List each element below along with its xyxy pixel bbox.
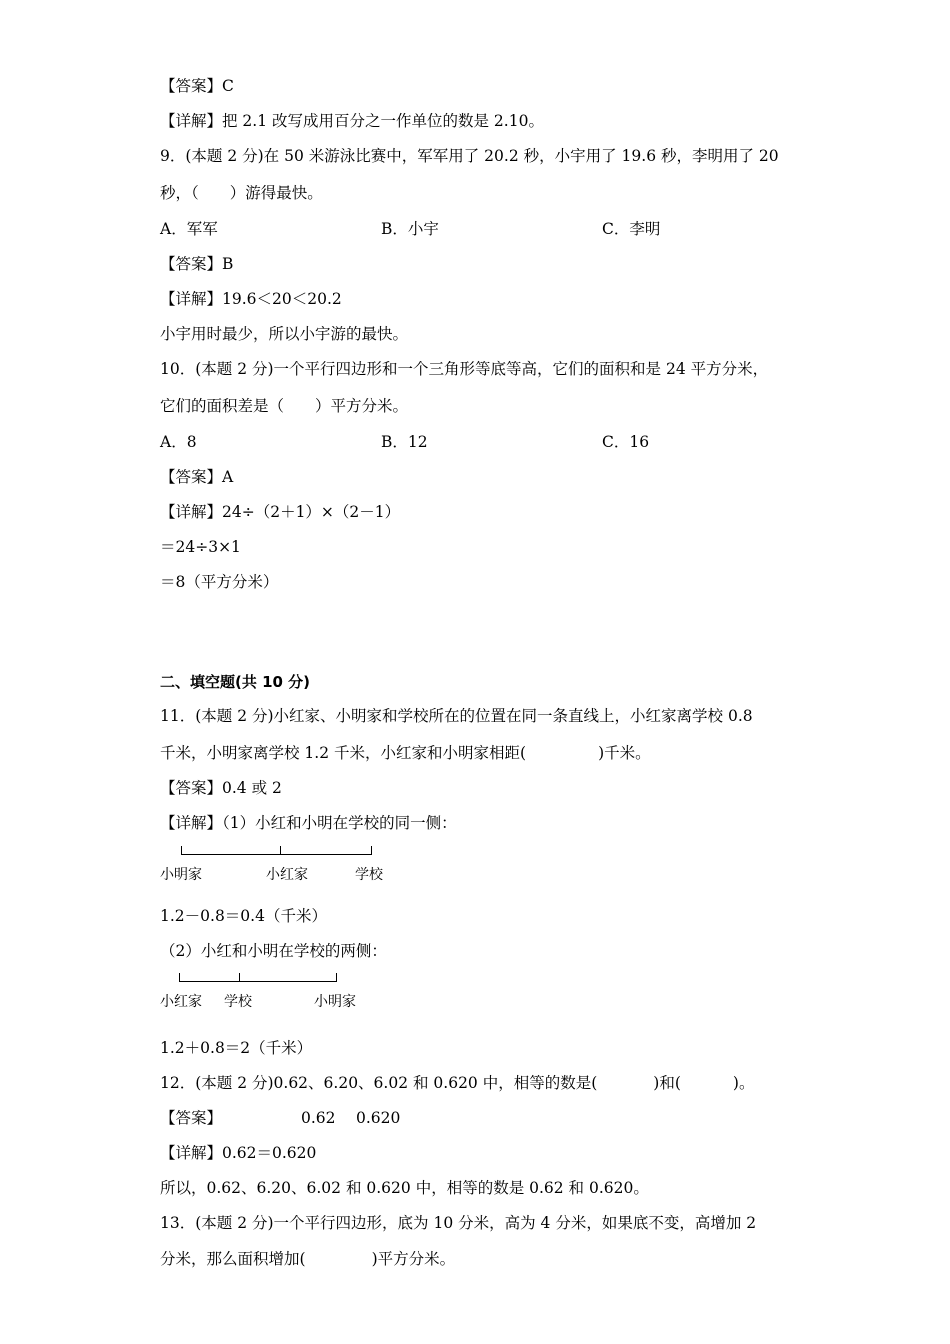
diagram1-label-xiaohong-home: 小红家 (266, 867, 308, 883)
q11-stem-line2-end: )千米。 (598, 744, 651, 762)
number-line-diagram-same-side (160, 842, 400, 886)
diagram1-label-xiaoming-home: 小明家 (160, 867, 202, 883)
q11-calc1: 1.2－0.8＝0.4（千米） (160, 907, 327, 925)
q9-detail-line2: 小宇用时最少，所以小宇游的最快。 (160, 325, 409, 343)
diagram1-tick-3 (371, 846, 372, 854)
q13-stem-line1: 13．(本题 2 分)一个平行四边形，底为 10 分米，高为 4 分米，如果底不变，高增加 2 (160, 1214, 757, 1232)
q12-answer-2: 0.620 (356, 1109, 401, 1127)
q12-stem-mid: )和( (653, 1074, 681, 1092)
q11-detail-line2: （2）小红和小明在学校的两侧： (160, 942, 387, 960)
diagram2-label-xiaoming-home: 小明家 (314, 994, 356, 1010)
diagram1-label-school: 学校 (355, 867, 383, 883)
q9-option-a: A．军军 (160, 220, 218, 238)
q10-detail-line2: ＝24÷3×1 (160, 538, 241, 556)
q10-stem-line1: 10．(本题 2 分)一个平行四边形和一个三角形等底等高，它们的面积和是 24 平方分米， (160, 360, 769, 378)
q9-option-b: B．小宇 (381, 220, 439, 238)
q11-stem-line2 (160, 743, 651, 763)
q9-stem-line2: 秒，（ ）游得最快。 (160, 184, 323, 202)
q12-detail-line1: 【详解】0.62＝0.620 (160, 1144, 317, 1162)
q10-option-b: B．12 (381, 433, 428, 451)
diagram1-tick-2 (280, 846, 281, 854)
diagram2-tick-2 (239, 973, 240, 981)
q8-answer: 【答案】C (160, 77, 234, 95)
q12-detail-line2: 所以，0.62、6.20、6.02 和 0.620 中，相等的数是 0.62 和 0.620。 (160, 1179, 649, 1197)
q9-option-c: C．李明 (602, 220, 661, 238)
q12-stem-start: 12．(本题 2 分)0.62、6.20、6.02 和 0.620 中，相等的数是( (160, 1074, 598, 1092)
q13-stem-line2-end: )平方分米。 (371, 1250, 456, 1268)
diagram1-tick-1 (181, 846, 182, 854)
q8-detail: 【详解】把 2.1 改写成用百分之一作单位的数是 2.10。 (160, 112, 544, 130)
diagram2-line (179, 981, 337, 982)
q9-stem-line1: 9．(本题 2 分)在 50 米游泳比赛中，军军用了 20.2 秒，小宇用了 19.6 秒，李明用了 20 (160, 147, 779, 165)
diagram1-line (181, 854, 372, 855)
q9-answer: 【答案】B (160, 255, 234, 273)
q10-detail-line3: ＝8（平方分米） (160, 573, 279, 591)
q11-stem-line1: 11．(本题 2 分)小红家、小明家和学校所在的位置在同一条直线上，小红家离学校 0.8 (160, 707, 753, 725)
q11-stem-line2-start: 千米，小明家离学校 1.2 千米，小红家和小明家相距( (160, 744, 527, 762)
q9-detail-line1: 【详解】19.6＜20＜20.2 (160, 290, 342, 308)
q10-detail-line1: 【详解】24÷（2＋1）×（2－1） (160, 503, 401, 521)
q12-stem (160, 1073, 754, 1093)
q13-stem-line2-start: 分米，那么面积增加( (160, 1250, 306, 1268)
q12-stem-end: )。 (732, 1074, 755, 1092)
q11-calc2: 1.2＋0.8＝2（千米） (160, 1039, 313, 1057)
diagram2-tick-1 (179, 973, 180, 981)
q13-stem-line2 (160, 1249, 455, 1269)
q11-answer: 【答案】0.4 或 2 (160, 779, 282, 797)
q10-option-a: A．8 (160, 433, 197, 451)
number-line-diagram-opposite-sides (160, 969, 380, 1013)
diagram2-label-school: 学校 (224, 994, 252, 1010)
q12-answer-1: 0.62 (301, 1109, 336, 1127)
section-heading: 二、填空题(共 10 分) (160, 673, 311, 691)
q10-stem-line2: 它们的面积差是（ ）平方分米。 (160, 397, 409, 415)
q10-answer: 【答案】A (160, 468, 234, 486)
q11-detail-line1: 【详解】（1）小红和小明在学校的同一侧： (160, 814, 457, 832)
diagram2-label-xiaohong-home: 小红家 (160, 994, 202, 1010)
q10-option-c: C．16 (602, 433, 650, 451)
diagram2-tick-3 (336, 973, 337, 981)
q12-answer-label: 【答案】 (160, 1109, 223, 1127)
